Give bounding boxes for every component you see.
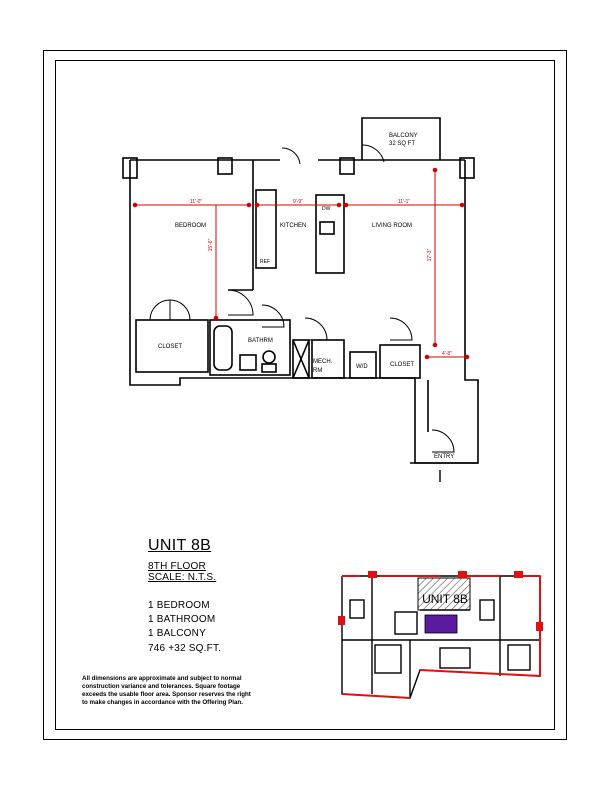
label-kitchen: KITCHEN (280, 223, 307, 229)
scale-label: SCALE: N.T.S. (148, 572, 217, 583)
label-mech-2: RM (313, 368, 323, 374)
label-closet-left: CLOSET (158, 344, 183, 350)
dim-closet-width: 4'-8" (442, 351, 452, 357)
floor-label: 8TH FLOOR (148, 561, 206, 572)
disclaimer-line: to make changes in accordance with the Offering Plan. (82, 699, 243, 706)
label-balcony-area: 32 SQ FT (389, 141, 416, 147)
bedroom-count: 1 BEDROOM (148, 600, 210, 611)
dim-bedroom-depth: 15'-6" (208, 238, 214, 252)
label-mech-1: MECH. (313, 359, 333, 365)
label-balcony: BALCONY (389, 133, 418, 139)
label-closet-right: CLOSET (390, 362, 415, 368)
label-wd: W/D (356, 364, 368, 370)
label-entry: ENTRY (434, 454, 455, 460)
square-footage: 746 +32 SQ.FT. (148, 643, 222, 654)
label-living-room: LIVING ROOM (372, 223, 413, 229)
dim-living-width: 11'-1" (397, 199, 411, 205)
unit-title: UNIT 8B (148, 537, 212, 554)
disclaimer-line: construction variance and tolerances. Square footage (82, 683, 241, 690)
disclaimer-line: exceeds the usable floor area. Sponsor reserves the right (82, 691, 251, 698)
balcony-count: 1 BALCONY (148, 628, 206, 639)
disclaimer-line: All dimensions are approximate and subject to normal (82, 675, 242, 682)
keyplan-unit-highlight (425, 615, 457, 633)
dim-bedroom-width: 11'-0" (189, 199, 203, 205)
label-ref: REF (260, 259, 270, 265)
label-dw: DW (322, 206, 331, 212)
label-bedroom: BEDROOM (175, 223, 207, 229)
dim-kitchen-width: 9'-9" (293, 199, 303, 205)
bathroom-count: 1 BATHROOM (148, 614, 216, 625)
label-bathroom: BATHRM (248, 338, 273, 344)
dim-living-depth: 17'-3" (427, 248, 433, 262)
keyplan-label: UNIT 8B (422, 592, 468, 606)
